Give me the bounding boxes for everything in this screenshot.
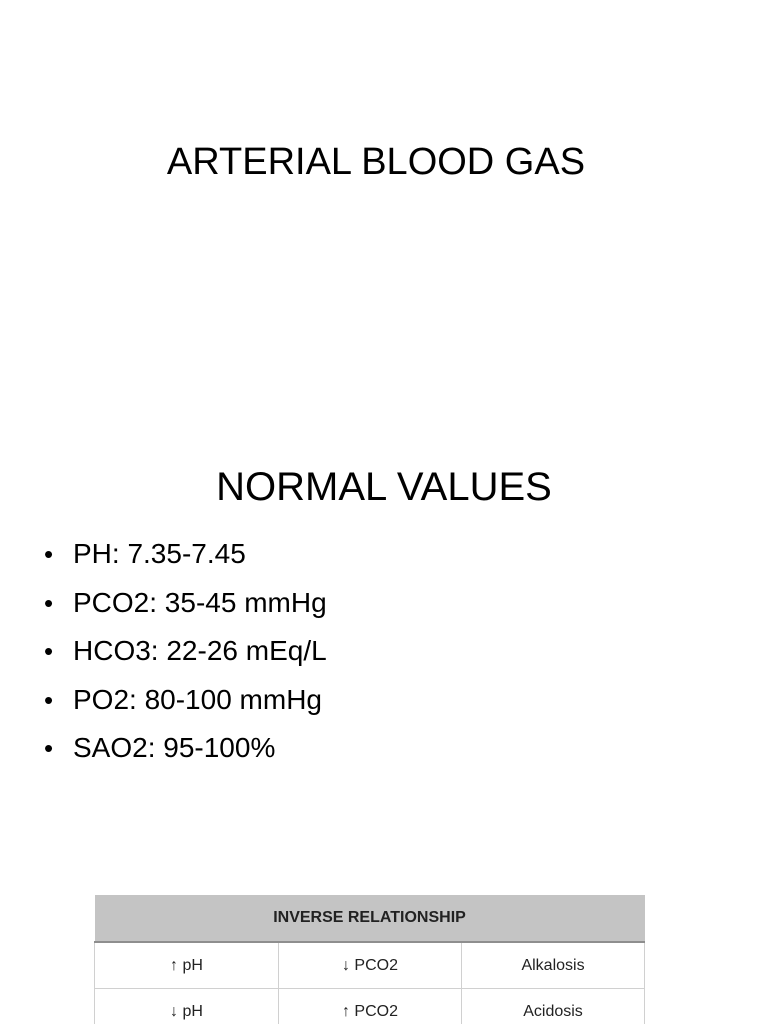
bullet-icon: • (44, 733, 54, 763)
bullet-icon: • (44, 587, 54, 618)
bullet-icon: • (44, 684, 54, 715)
bullet-icon: • (44, 539, 54, 569)
list-item-text: PCO2: 35-45 mmHg (73, 586, 327, 618)
list-item (44, 579, 327, 628)
list-item (44, 530, 327, 579)
list-item (44, 724, 327, 773)
table-cell-result: Alkalosis (462, 942, 645, 989)
table-cell-ph: ↓ pH (95, 989, 279, 1024)
slide-title: ARTERIAL BLOOD GAS (166, 141, 586, 183)
list-item-text: PO2: 80-100 mmHg (73, 683, 322, 715)
bullet-icon: • (44, 636, 54, 666)
normal-values-heading: NORMAL VALUES (216, 465, 552, 509)
table-cell-pco2: ↑ PCO2 (279, 989, 462, 1024)
list-item (44, 627, 327, 676)
table-cell-ph: ↑ pH (95, 942, 279, 989)
list-item-text: PH: 7.35-7.45 (73, 538, 246, 569)
list-item (44, 676, 327, 725)
table-row (95, 989, 645, 1024)
inverse-relationship-table-container (94, 895, 644, 1024)
normal-values-list (44, 530, 327, 773)
table-row (95, 942, 645, 989)
table-cell-pco2: ↓ PCO2 (279, 942, 462, 989)
inverse-relationship-table (94, 895, 645, 1024)
list-item-text: SAO2: 95-100% (73, 732, 276, 763)
table-cell-result: Acidosis (462, 989, 645, 1024)
table-header-row (95, 895, 645, 942)
table-header: INVERSE RELATIONSHIP (95, 895, 645, 942)
list-item-text: HCO3: 22-26 mEq/L (73, 635, 327, 666)
